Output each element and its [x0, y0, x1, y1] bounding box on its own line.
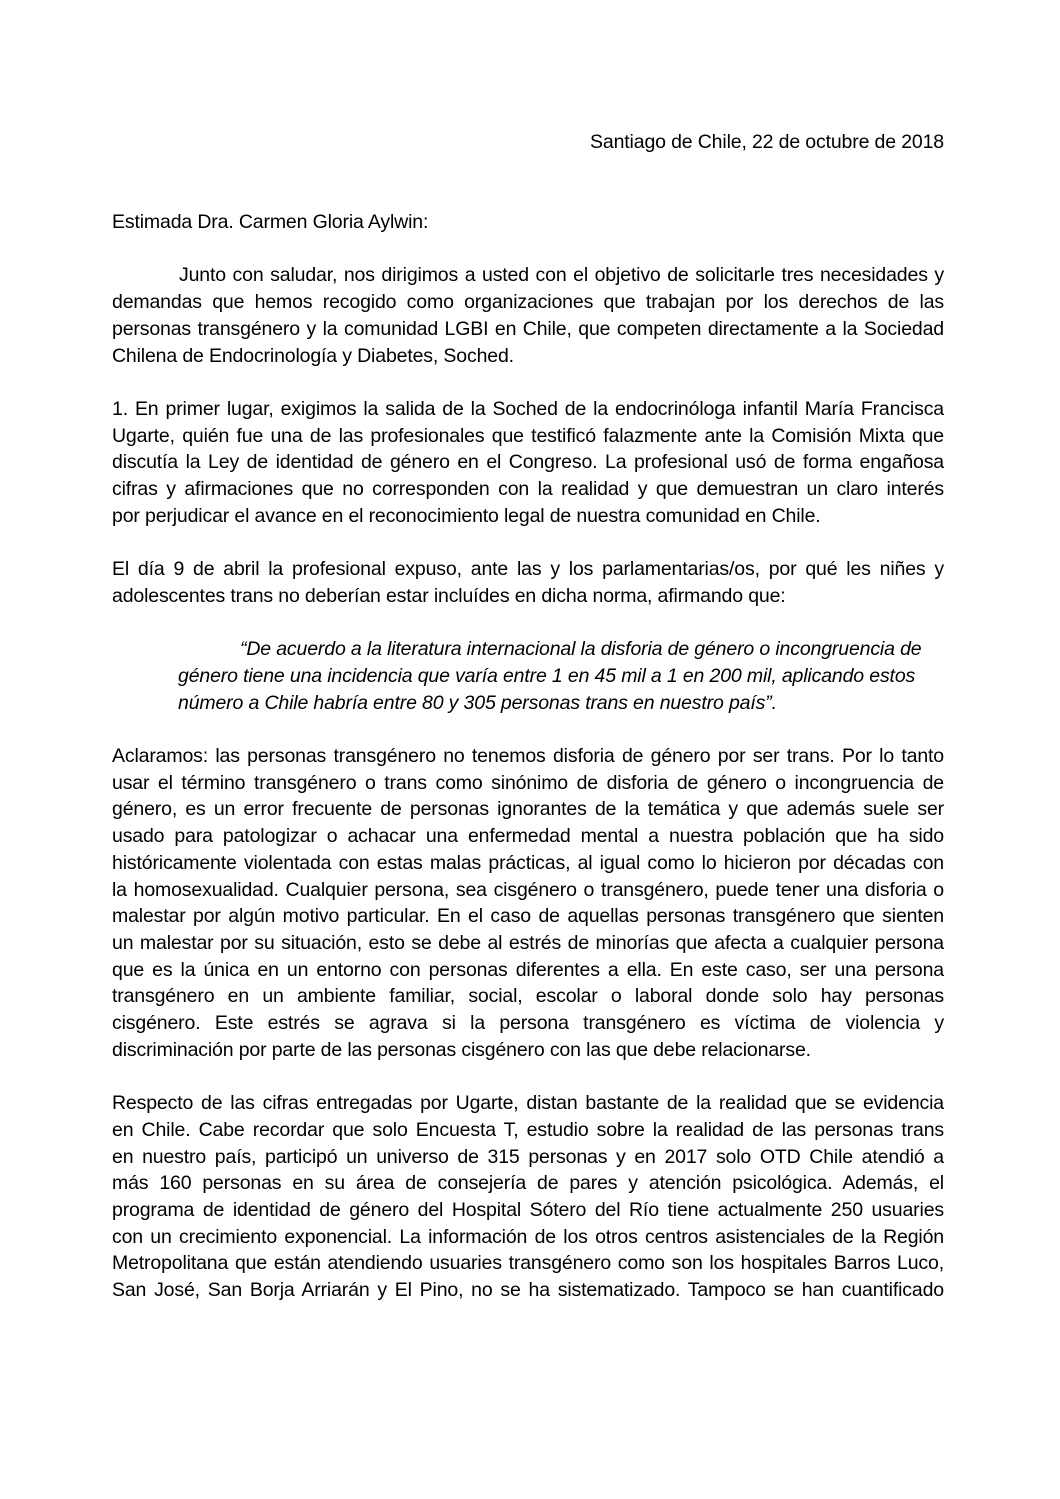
paragraph — [112, 743, 944, 1063]
text-line: 1. En primer lugar, exigimos la salida de la Soched de la endocrinóloga infantil María Francisca — [112, 397, 944, 420]
text-line: cifras y afirmaciones que no corresponden con la realidad y que demuestran un claro interés — [112, 478, 944, 501]
text-line: más 160 personas en su área de consejería de pares y atención psicológica. Además, el — [112, 1172, 944, 1195]
text-line: en Chile. Cabe recordar que solo Encuesta T, estudio sobre la realidad de las personas trans — [112, 1118, 944, 1141]
letter-salutation: Estimada Dra. Carmen Gloria Aylwin: — [112, 211, 429, 234]
text-line: transgénero en un ambiente familiar, social, escolar o laboral donde solo hay personas — [112, 985, 944, 1008]
text-line: la homosexualidad. Cualquier persona, sea cisgénero o transgénero, puede tener una disforia o — [112, 878, 944, 901]
text-line: Aclaramos: las personas transgénero no tenemos disforia de género por ser trans. Por lo tanto — [112, 745, 944, 768]
text-line: por perjudicar el avance en el reconocimiento legal de nuestra comunidad en Chile. — [112, 504, 821, 527]
text-line: El día 9 de abril la profesional expuso, ante las y los parlamentarias/os, por qué les niñes y — [112, 558, 944, 581]
text-line: discriminación por parte de las personas cisgénero con las que debe relacionarse. — [112, 1038, 811, 1061]
text-line: personas transgénero y la comunidad LGBI en Chile, que competen directamente a la Sociedad — [112, 317, 944, 340]
paragraph — [112, 396, 944, 530]
text-line: Junto con saludar, nos dirigimos a usted con el objetivo de solicitarle tres necesidades y — [179, 264, 944, 287]
text-line: en nuestro país, participó un universo de 315 personas y en 2017 solo OTD Chile atendió a — [112, 1145, 944, 1168]
text-line: número a Chile habría entre 80 y 305 personas trans en nuestro país”. — [178, 691, 777, 714]
quote-block — [178, 636, 944, 716]
text-line: “De acuerdo a la literatura internacional la disforia de género o incongruencia de — [240, 638, 922, 661]
text-line: discutía la Ley de identidad de género en el Congreso. La profesional usó de forma engañosa — [112, 451, 944, 474]
text-line: género tiene una incidencia que varía entre 1 en 45 mil a 1 en 200 mil, aplicando estos — [178, 664, 916, 687]
paragraph — [112, 262, 944, 369]
text-line: históricamente violentada con estas malas prácticas, al igual como lo hicieron por décadas con — [112, 851, 944, 874]
paragraph — [112, 1090, 944, 1304]
text-line: usado para patologizar o achacar una enfermedad mental a nuestra población que ha sido — [112, 825, 944, 848]
text-line: con un crecimiento exponencial. La información de los otros centros asistenciales de la Región — [112, 1225, 944, 1248]
text-line: malestar por algún motivo particular. En el caso de aquellas personas transgénero que sienten — [112, 905, 944, 928]
text-line: género, es un error frecuente de personas ignorantes de la temática y que además suele ser — [112, 798, 944, 821]
text-line: que es la única en un entorno con personas diferentes a ella. En este caso, ser una persona — [112, 958, 944, 981]
text-line: Chilena de Endocrinología y Diabetes, Soched. — [112, 344, 514, 367]
text-line: demandas que hemos recogido como organizaciones que trabajan por los derechos de las — [112, 291, 944, 314]
text-line: San José, San Borja Arriarán y El Pino, no se ha sistematizado. Tampoco se han cuantificado — [112, 1279, 944, 1302]
text-line: un malestar por su situación, esto se debe al estrés de minorías que afecta a cualquier persona — [112, 932, 944, 954]
text-line: programa de identidad de género del Hospital Sótero del Río tiene actualmente 250 usuaries — [112, 1199, 944, 1222]
text-line: usar el término transgénero o trans como sinónimo de disforia de género o incongruencia de — [112, 771, 944, 794]
text-line: cisgénero. Este estrés se agrava si la persona transgénero es víctima de violencia y — [112, 1012, 944, 1035]
letter-date: Santiago de Chile, 22 de octubre de 2018 — [590, 131, 944, 153]
text-line: adolescentes trans no deberían estar incluídes en dicha norma, afirmando que: — [112, 584, 786, 607]
text-line: Respecto de las cifras entregadas por Ugarte, distan bastante de la realidad que se evidencia — [112, 1092, 944, 1115]
text-line: Ugarte, quién fue una de las profesionales que testificó falazmente ante la Comisión Mixta que — [112, 424, 944, 447]
paragraph — [112, 556, 944, 609]
letter-body — [112, 262, 944, 1303]
text-line: Metropolitana que están atendiendo usuaries transgénero como son los hospitales Barros Luco, — [112, 1252, 944, 1275]
